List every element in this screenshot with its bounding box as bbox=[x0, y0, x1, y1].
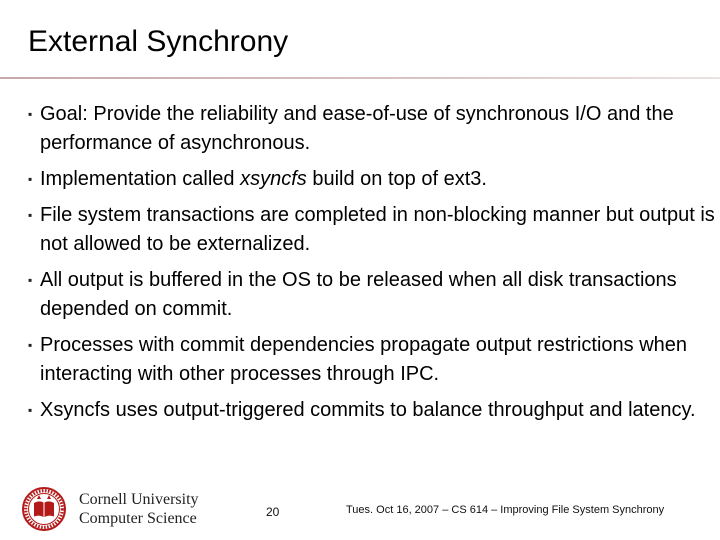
bullet-text: Xsyncfs uses output-triggered commits to balance throughput and latency. bbox=[40, 399, 696, 421]
logo-university-name: Cornell University bbox=[79, 491, 199, 508]
square-bullet-icon bbox=[28, 100, 32, 129]
bullet-text: Goal: Provide the reliability and ease-of-use of synchronous I/O and the performance of asynchronous. bbox=[40, 103, 674, 154]
square-bullet-icon bbox=[28, 331, 32, 360]
square-bullet-icon bbox=[28, 266, 32, 295]
footer-text: Tues. Oct 16, 2007 – CS 614 – Improving File System Synchrony bbox=[346, 504, 665, 516]
bullet-text: All output is buffered in the OS to be released when all disk transactions depended on commit. bbox=[40, 269, 677, 320]
emphasis-xsyncfs: xsyncfs bbox=[240, 168, 307, 190]
bullet-item bbox=[28, 266, 718, 324]
bullet-item bbox=[28, 396, 718, 425]
cornell-logo bbox=[22, 487, 212, 531]
logo-department-name: Computer Science bbox=[79, 510, 197, 527]
bullet-item bbox=[28, 201, 718, 259]
title-divider bbox=[0, 77, 720, 79]
page-number: 20 bbox=[266, 505, 280, 519]
square-bullet-icon bbox=[28, 165, 32, 194]
bullet-text: File system transactions are completed in non-blocking manner but output is not allowed to be externalized. bbox=[40, 204, 715, 255]
bullet-item bbox=[28, 100, 718, 158]
bullet-list bbox=[28, 100, 718, 432]
bullet-text: Implementation called xsyncfs build on top of ext3. bbox=[40, 168, 487, 190]
slide-title: External Synchrony bbox=[28, 25, 289, 58]
bullet-item bbox=[28, 165, 718, 194]
bullet-text: Processes with commit dependencies propagate output restrictions when interacting with other processes through IPC. bbox=[40, 334, 688, 385]
cornell-seal-icon bbox=[22, 487, 66, 531]
bullet-item bbox=[28, 331, 718, 389]
square-bullet-icon bbox=[28, 201, 32, 230]
square-bullet-icon bbox=[28, 396, 32, 425]
